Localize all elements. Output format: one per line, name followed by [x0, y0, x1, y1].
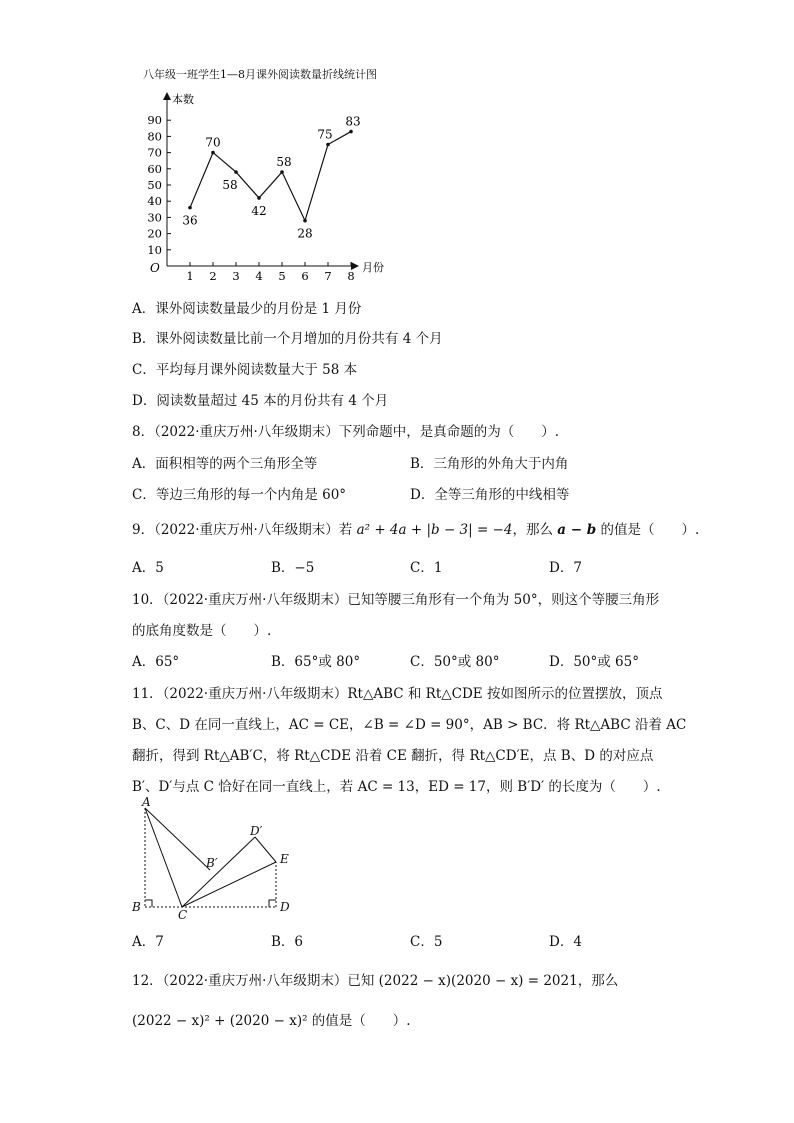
label-c: C: [178, 908, 188, 920]
x-tick-label: 4: [255, 269, 263, 280]
q9-expression: a² + 4a + |b − 3| = −4: [356, 522, 513, 538]
label-b-prime: B′: [206, 856, 218, 870]
data-label: 28: [297, 226, 313, 241]
data-point: [280, 170, 284, 174]
y-axis-label: 本数: [172, 93, 194, 106]
x-tick-label: 6: [301, 269, 309, 280]
q11-line2: B、C、D 在同一直线上，AC = CE，∠B = ∠D = 90°，AB > BC．将 Rt△ABC 沿着 AC: [132, 717, 687, 733]
line-chart: [140, 85, 400, 280]
y-tick-label: 40: [147, 194, 162, 209]
x-tick-label: 2: [209, 269, 217, 280]
data-label: 83: [345, 114, 361, 129]
y-tick-label: 50: [147, 178, 162, 192]
segment-d1e: [255, 837, 276, 862]
data-label: 58: [222, 178, 238, 193]
q9-stem: [132, 518, 699, 538]
q7-option-c: C．平均每月课外阅读数量大于 58 本: [132, 362, 358, 378]
segment-ab1: [145, 808, 210, 870]
x-tick-label: 1: [186, 269, 194, 280]
data-point: [188, 206, 192, 210]
q9-option-a: A．5: [132, 560, 164, 576]
q7-option-a: A．课外阅读数量最少的月份是 1 月份: [132, 301, 362, 317]
q12-line2: (2022 − x)² + (2020 − x)² 的值是（ ）.: [132, 1013, 411, 1029]
q11-option-d: D．4: [549, 934, 582, 950]
q8-option-c: C．等边三角形的每一个内角是 60°: [132, 487, 347, 503]
q8-option-d: D．全等三角形的中线相等: [410, 487, 570, 503]
x-axis-label: 月份: [362, 261, 384, 274]
data-point: [211, 151, 215, 155]
geometry-figure: [130, 795, 300, 920]
q8-option-b: B．三角形的外角大于内角: [410, 456, 569, 472]
q9-target: a − b: [557, 522, 597, 538]
data-point: [349, 130, 353, 134]
data-point: [234, 170, 238, 174]
data-point: [303, 219, 307, 223]
q11-option-b: B．6: [271, 934, 304, 950]
q7-option-b: B．课外阅读数量比前一个月增加的月份共有 4 个月: [132, 331, 443, 347]
segment-ac: [145, 808, 182, 907]
origin-label: O: [150, 261, 160, 275]
x-tick-label: 7: [324, 269, 332, 280]
data-label: 36: [182, 213, 198, 228]
data-label: 42: [251, 203, 267, 218]
y-tick-label: 70: [147, 145, 162, 160]
label-d-prime: D′: [250, 824, 263, 838]
y-tick-label: 10: [147, 242, 162, 257]
data-point: [257, 196, 261, 200]
q8-option-a: A．面积相等的两个三角形全等: [132, 456, 318, 472]
right-angle-d: [269, 900, 276, 907]
data-point: [326, 143, 330, 147]
right-angle-b: [145, 900, 152, 907]
y-tick-label: 90: [147, 113, 162, 128]
y-tick-label: 60: [147, 161, 162, 176]
q9-option-d: D．7: [549, 560, 582, 576]
q7-option-d: D．阅读数量超过 45 本的月份共有 4 个月: [132, 393, 389, 409]
q9-suffix: 的值是（ ）.: [596, 522, 700, 538]
q10-line1: 10．（2022·重庆万州·八年级期末）已知等腰三角形有一个角为 50°，则这个等腰三角形: [132, 592, 660, 608]
data-label: 75: [317, 127, 333, 142]
x-tick-label: 8: [347, 269, 355, 280]
q9-option-b: B．−5: [271, 560, 315, 576]
q8-stem: 8．（2022·重庆万州·八年级期末）下列命题中，是真命题的为（ ）.: [132, 424, 560, 440]
label-b: B: [132, 900, 141, 914]
y-tick-label: 30: [147, 210, 162, 225]
q10-option-c: C．50°或 80°: [410, 654, 500, 670]
q11-line3: 翻折，得到 Rt△AB′C，将 Rt△CDE 沿着 CE 翻折，得 Rt△CD′E，点 B、D 的对应点: [132, 748, 654, 764]
x-tick-label: 3: [232, 269, 240, 280]
label-d: D: [280, 900, 290, 914]
q11-line1: 11．（2022·重庆万州·八年级期末）Rt△ABC 和 Rt△CDE 按如图所示的位置摆放，顶点: [132, 686, 663, 702]
q9-option-c: C．1: [410, 560, 443, 576]
segment-ce: [182, 862, 276, 907]
q11-option-a: A．7: [132, 934, 164, 950]
x-tick-label: 5: [278, 269, 286, 280]
data-label: 70: [205, 135, 221, 150]
q10-line2: 的底角度数是（ ）.: [132, 623, 272, 639]
q10-option-b: B．65°或 80°: [271, 654, 361, 670]
segment-cd1: [182, 837, 255, 907]
q12-line1: 12．（2022·重庆万州·八年级期末）已知 (2022 − x)(2020 − x) = 2021，那么: [132, 973, 619, 989]
q10-option-a: A．65°: [132, 654, 180, 670]
data-label: 58: [276, 155, 292, 170]
q11-line4: B′、D′与点 C 恰好在同一直线上，若 AC = 13，ED = 17，则 B′D′ 的长度为（ ）.: [132, 779, 661, 795]
chart-title: 八年级一班学生1—8月课外阅读数量折线统计图: [143, 68, 377, 81]
label-a: A: [142, 795, 151, 809]
label-e: E: [280, 852, 289, 866]
q9-mid: ，那么: [512, 522, 558, 538]
q11-option-c: C．5: [410, 934, 443, 950]
y-tick-label: 80: [147, 129, 162, 144]
y-tick-label: 20: [147, 226, 162, 241]
q10-option-d: D．50°或 65°: [549, 654, 639, 670]
q9-prefix: 9．（2022·重庆万州·八年级期末）若: [132, 522, 357, 538]
